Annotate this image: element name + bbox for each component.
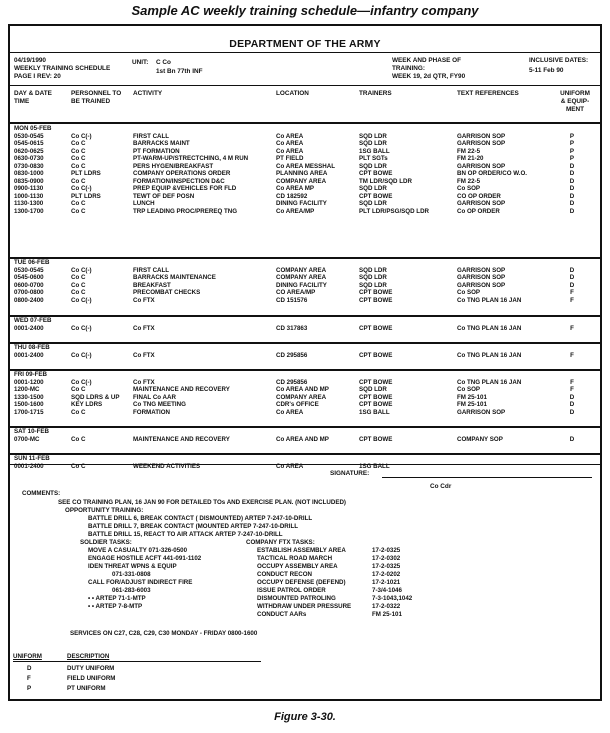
schedule-row bbox=[10, 394, 600, 402]
schedule-row bbox=[10, 386, 600, 394]
time-cell: 1000-1130 bbox=[14, 192, 44, 200]
legend-code: F bbox=[27, 675, 31, 682]
reference-cell: FM 22-5 bbox=[457, 147, 481, 155]
page-rev: PAGE I REV: 20 bbox=[14, 73, 61, 80]
schedule-row bbox=[10, 289, 600, 297]
legend-description: DUTY UNIFORM bbox=[67, 665, 115, 672]
reference-cell: GARRISON SOP bbox=[457, 200, 506, 207]
location-cell: COMPANY AREA bbox=[276, 274, 327, 281]
legend-uniform-header: UNIFORM bbox=[13, 653, 42, 660]
col-uniform-2: & EQUIP- bbox=[560, 98, 590, 105]
time-cell: 0830-1000 bbox=[14, 170, 44, 177]
company-task-code: 7-3-1043,1042 bbox=[372, 595, 413, 602]
day-block bbox=[10, 455, 600, 470]
schedule-row bbox=[10, 155, 600, 163]
trainers-cell: 1SG BALL bbox=[359, 462, 390, 470]
location-cell: CO AREA/MP bbox=[276, 289, 316, 296]
col-uniform-3: MENT bbox=[565, 106, 585, 113]
schedule-row bbox=[10, 208, 600, 216]
personnel-cell: Co C bbox=[71, 162, 86, 170]
company-task-name: DISMOUNTED PATROLING bbox=[257, 595, 336, 602]
location-cell: DINING FACILITY bbox=[276, 281, 327, 289]
col-activity: ACTIVITY bbox=[133, 90, 163, 97]
activity-cell: FORMATION/INSPECTION D&C bbox=[133, 177, 225, 185]
reference-cell: CO OP ORDER bbox=[457, 192, 501, 200]
activity-cell: Co FTX bbox=[133, 378, 155, 386]
location-cell: Co AREA AND MP bbox=[276, 386, 329, 393]
location-cell: Co AREA bbox=[276, 462, 304, 470]
time-cell: 1330-1500 bbox=[14, 393, 44, 401]
time-cell: 0835-0900 bbox=[14, 177, 44, 185]
activity-cell: TEWT OF DEF POSN bbox=[133, 192, 195, 200]
uniform-cell: F bbox=[570, 351, 574, 359]
location-cell: Co AREA bbox=[276, 132, 304, 140]
company-task-code: 17-2-0202 bbox=[372, 571, 401, 578]
activity-cell: FORMATION bbox=[133, 408, 171, 416]
company-task-code: 17-2-0322 bbox=[372, 603, 401, 610]
time-cell: 0001-1200 bbox=[14, 378, 44, 386]
uniform-cell: D bbox=[569, 170, 575, 177]
signature-label: SIGNATURE: bbox=[330, 470, 370, 477]
legend-description: FIELD UNIFORM bbox=[67, 675, 116, 682]
comments-label: COMMENTS: bbox=[22, 490, 61, 497]
trainers-cell: 1SG BALL bbox=[359, 408, 390, 416]
time-cell: 0545-0615 bbox=[14, 140, 44, 147]
schedule-row bbox=[10, 170, 600, 178]
location-cell: CDR's OFFICE bbox=[276, 401, 319, 408]
schedule-row bbox=[10, 297, 600, 305]
activity-cell: MAINTENANCE AND RECOVERY bbox=[133, 386, 230, 393]
reference-cell: GARRISON SOP bbox=[457, 274, 506, 281]
drill-line: BATTLE DRILL 15, REACT TO AIR ATTACK ARTEP 7-247-10-DRILL bbox=[88, 531, 283, 538]
location-cell: Co AREA/MP bbox=[276, 207, 315, 215]
location-cell: Co AREA bbox=[276, 408, 304, 416]
personnel-cell: Co C bbox=[71, 177, 86, 185]
services-line: SERVICES ON C27, C28, C29, C30 MONDAY - FRIDAY 0800-1600 bbox=[70, 630, 258, 637]
time-cell: 0730-0830 bbox=[14, 162, 44, 170]
personnel-cell: Co C(-) bbox=[71, 378, 92, 386]
soldier-task: MOVE A CASUALTY 071-326-0500 bbox=[88, 547, 188, 554]
trainers-cell: CPT BOWE bbox=[359, 296, 393, 304]
uniform-cell: D bbox=[569, 200, 575, 207]
legend-description-header: DESCRIPTION bbox=[67, 653, 110, 660]
uniform-cell: F bbox=[570, 324, 574, 332]
col-uniform: UNIFORM bbox=[560, 90, 590, 97]
company-task-name: OCCUPY DEFENSE (DEFEND) bbox=[257, 579, 346, 586]
activity-cell: COMPANY OPERATIONS ORDER bbox=[133, 170, 231, 177]
activity-cell: PRECOMBAT CHECKS bbox=[133, 289, 201, 296]
schedule-row bbox=[10, 282, 600, 290]
reference-cell: GARRISON SOP bbox=[457, 140, 506, 147]
personnel-cell: Co C bbox=[71, 200, 86, 207]
reference-cell: Co SOP bbox=[457, 185, 481, 192]
trainers-cell: SQD LDR bbox=[359, 200, 387, 207]
company-task-code: 17-2-0325 bbox=[372, 563, 401, 570]
day-label: FRI 09-FEB bbox=[14, 371, 48, 378]
activity-cell: Co FTX bbox=[133, 324, 155, 332]
personnel-cell: Co C bbox=[71, 386, 86, 393]
reference-cell: Co TNG PLAN 16 JAN bbox=[457, 324, 522, 332]
company-task-name: CONDUCT RECON bbox=[257, 571, 312, 578]
personnel-cell: Co C bbox=[71, 462, 86, 470]
schedule-row bbox=[10, 401, 600, 409]
unit-value: C Co bbox=[156, 59, 171, 66]
schedule-row bbox=[10, 325, 600, 333]
soldier-tasks-label: SOLDIER TASKS: bbox=[80, 539, 132, 546]
uniform-cell: D bbox=[569, 401, 575, 408]
day-label: WED 07-FEB bbox=[14, 317, 52, 324]
trainers-cell: SQD LDR bbox=[359, 266, 387, 274]
time-cell: 0001-2400 bbox=[14, 324, 44, 332]
col-trainers: TRAINERS bbox=[359, 90, 392, 97]
day-label: MON 05-FEB bbox=[14, 125, 52, 132]
legend-description: PT UNIFORM bbox=[67, 685, 106, 692]
activity-cell: PT-WARM-UP/STRECTCHING, 4 M RUN bbox=[133, 155, 249, 162]
activity-cell: PT FORMATION bbox=[133, 147, 180, 155]
personnel-cell: Co C(-) bbox=[71, 132, 92, 140]
col-location: LOCATION bbox=[276, 90, 309, 97]
col-references: TEXT REFERENCES bbox=[457, 90, 519, 97]
location-cell: CD 317863 bbox=[276, 324, 308, 332]
personnel-cell: PLT LDRS bbox=[71, 170, 101, 177]
activity-cell: FINAL Co AAR bbox=[133, 393, 176, 401]
uniform-cell: P bbox=[569, 132, 575, 140]
schedule-row bbox=[10, 436, 600, 444]
legend-divider bbox=[13, 661, 261, 662]
soldier-task: • • ARTEP 71-1-MTP bbox=[88, 595, 146, 602]
trainers-cell: SQD LDR bbox=[359, 281, 387, 289]
uniform-cell: F bbox=[570, 378, 574, 386]
location-cell: COMPANY AREA bbox=[276, 266, 327, 274]
reference-cell: Co TNG PLAN 16 JAN bbox=[457, 351, 522, 359]
time-cell: 0620-0625 bbox=[14, 147, 44, 155]
activity-cell: Co FTX bbox=[133, 351, 155, 359]
personnel-cell: Co C bbox=[71, 289, 86, 296]
trainers-cell: SQD LDR bbox=[359, 386, 387, 393]
divider bbox=[10, 52, 600, 53]
activity-cell: BARRACKS MAINTENANCE bbox=[133, 274, 216, 281]
day-label: SUN 11-FEB bbox=[14, 455, 50, 462]
activity-cell: FIRST CALL bbox=[133, 132, 170, 140]
schedule-row bbox=[10, 267, 600, 275]
comments-line1: SEE CO TRAINING PLAN, 16 JAN 90 FOR DETAILED TOs AND EXERCISE PLAN. (NOT INCLUDED) bbox=[58, 499, 346, 506]
trainers-cell: TM LDR/SQD LDR bbox=[359, 177, 412, 185]
reference-cell: Co TNG PLAN 16 JAN bbox=[457, 296, 522, 304]
personnel-cell: Co C bbox=[71, 274, 86, 281]
divider bbox=[10, 464, 600, 465]
signature-title: Co Cdr bbox=[430, 483, 452, 490]
trainers-cell: SQD LDR bbox=[359, 185, 387, 192]
trainers-cell: CPT BOWE bbox=[359, 435, 393, 443]
uniform-cell: D bbox=[569, 435, 575, 443]
personnel-cell: PLT LDRS bbox=[71, 192, 101, 200]
reference-cell: GARRISON SOP bbox=[457, 132, 506, 140]
time-cell: 1130-1300 bbox=[14, 200, 44, 207]
company-task-code: FM 25-101 bbox=[372, 611, 402, 618]
location-cell: PLANNING AREA bbox=[276, 170, 328, 177]
reference-cell: Co SOP bbox=[457, 386, 481, 393]
reference-cell: FM 25-101 bbox=[457, 393, 487, 401]
trainers-cell: CPT BOWE bbox=[359, 351, 393, 359]
location-cell: Co AREA MP bbox=[276, 185, 315, 192]
personnel-cell: Co C(-) bbox=[71, 351, 92, 359]
company-task-code: 7-3/4-1046 bbox=[372, 587, 402, 594]
schedule-row bbox=[10, 274, 600, 282]
reference-cell: BN OP ORDER/CO W.O. bbox=[457, 170, 528, 177]
week-label-2: TRAINING: bbox=[392, 65, 426, 72]
location-cell: COMPANY AREA bbox=[276, 177, 327, 185]
soldier-task: • • ARTEP 7-8-MTP bbox=[88, 603, 143, 610]
company-task-name: CONDUCT AARs bbox=[257, 611, 307, 618]
uniform-cell: D bbox=[569, 162, 575, 170]
schedule-row bbox=[10, 178, 600, 186]
company-task-name: ESTABLISH ASSEMBLY AREA bbox=[257, 547, 346, 554]
personnel-cell: Co C bbox=[71, 408, 86, 416]
location-cell: Co AREA MESSHAL bbox=[276, 162, 336, 170]
time-cell: 0900-1130 bbox=[14, 185, 44, 192]
week-value: WEEK 19, 2d QTR, FY90 bbox=[392, 73, 466, 80]
personnel-cell: Co C bbox=[71, 435, 86, 443]
reference-cell: GARRISON SOP bbox=[457, 408, 506, 416]
location-cell: CD 151576 bbox=[276, 296, 308, 304]
personnel-cell: Co C(-) bbox=[71, 185, 92, 192]
day-label: SAT 10-FEB bbox=[14, 428, 49, 435]
activity-cell: LUNCH bbox=[133, 200, 155, 207]
inclusive-label: INCLUSIVE DATES: bbox=[529, 57, 589, 64]
trainers-cell: PLT LDR/PSG/SQD LDR bbox=[359, 207, 430, 215]
uniform-cell: D bbox=[569, 281, 575, 289]
schedule-row bbox=[10, 185, 600, 193]
reference-cell: Co OP ORDER bbox=[457, 207, 500, 215]
day-label: TUE 06-FEB bbox=[14, 259, 50, 266]
time-cell: 0600-0700 bbox=[14, 281, 44, 289]
personnel-cell: KEY LDRS bbox=[71, 401, 103, 408]
company-task-name: ISSUE PATROL ORDER bbox=[257, 587, 326, 594]
time-cell: 0001-2400 bbox=[14, 351, 44, 359]
reference-cell: GARRISON SOP bbox=[457, 266, 506, 274]
form-date: 04/19/1990 bbox=[14, 57, 46, 64]
time-cell: 0800-2400 bbox=[14, 296, 44, 304]
trainers-cell: CPT BOWE bbox=[359, 378, 393, 386]
company-task-name: WITHDRAW UNDER PRESSURE bbox=[257, 603, 352, 610]
week-label-1: WEEK AND PHASE OF bbox=[392, 57, 461, 64]
location-cell: CD 295856 bbox=[276, 378, 308, 386]
reference-cell: Co SOP bbox=[457, 289, 481, 296]
soldier-task: CALL FOR/ADJUST INDIRECT FIRE bbox=[88, 579, 193, 586]
activity-cell: PERS HYGEN/BREAKFAST bbox=[133, 162, 214, 170]
time-cell: 0700-0800 bbox=[14, 289, 44, 296]
location-cell: CD 182592 bbox=[276, 192, 308, 200]
time-cell: 0001-2400 bbox=[14, 462, 44, 470]
figure-top-caption: Sample AC weekly training schedule—infantry company bbox=[131, 3, 479, 18]
uniform-cell: F bbox=[570, 289, 574, 296]
uniform-cell: P bbox=[569, 147, 575, 155]
location-cell: Co AREA bbox=[276, 140, 304, 147]
time-cell: 0545-0600 bbox=[14, 274, 44, 281]
reference-cell: FM 22-5 bbox=[457, 177, 481, 185]
trainers-cell: SQD LDR bbox=[359, 140, 387, 147]
uniform-cell: F bbox=[570, 296, 574, 304]
drill-line: BATTLE DRILL 6, BREAK CONTACT ( DISMOUNTED) ARTEP 7-247-10-DRILL bbox=[88, 515, 313, 522]
col-personnel-2: BE TRAINED bbox=[71, 98, 111, 105]
personnel-cell: SQD LDRS & UP bbox=[71, 393, 120, 401]
company-task-name: OCCUPY ASSEMBLY AREA bbox=[257, 563, 338, 570]
divider bbox=[10, 85, 600, 86]
location-cell: Co AREA AND MP bbox=[276, 435, 329, 443]
col-time: TIME bbox=[14, 98, 30, 105]
trainers-cell: SQD LDR bbox=[359, 162, 387, 170]
legend-code: P bbox=[27, 685, 32, 692]
trainers-cell: CPT BOWE bbox=[359, 324, 393, 332]
col-day-date: DAY & DATE bbox=[14, 90, 52, 97]
day-block bbox=[10, 428, 600, 443]
location-cell: DINING FACILITY bbox=[276, 200, 327, 207]
company-tasks-label: COMPANY FTX TASKS: bbox=[246, 539, 315, 546]
company-task-name: TACTICAL ROAD MARCH bbox=[257, 555, 333, 562]
time-cell: 0530-0545 bbox=[14, 132, 44, 140]
location-cell: PT FIELD bbox=[276, 155, 304, 162]
schedule-row bbox=[10, 148, 600, 156]
company-task-code: 17-2-0302 bbox=[372, 555, 401, 562]
day-block bbox=[10, 317, 600, 332]
day-block bbox=[10, 344, 600, 359]
location-cell: Co AREA bbox=[276, 147, 304, 155]
trainers-cell: SQD LDR bbox=[359, 274, 387, 281]
activity-cell: PREP EQUIP &VEHICLES FOR FLD bbox=[133, 185, 237, 192]
schedule-row bbox=[10, 200, 600, 208]
reference-cell: GARRISON SOP bbox=[457, 281, 506, 289]
activity-cell: TRP LEADING PROC/PREREQ TNG bbox=[133, 207, 238, 215]
soldier-task: 061-283-6003 bbox=[112, 587, 151, 594]
divider bbox=[10, 122, 600, 124]
uniform-cell: D bbox=[569, 177, 575, 185]
time-cell: 1300-1700 bbox=[14, 207, 44, 215]
uniform-cell: P bbox=[569, 140, 575, 147]
personnel-cell: Co C(-) bbox=[71, 324, 92, 332]
time-cell: 1200-MC bbox=[14, 386, 40, 393]
schedule-row bbox=[10, 379, 600, 387]
reference-cell: FM 21-20 bbox=[457, 155, 484, 162]
trainers-cell: SQD LDR bbox=[359, 132, 387, 140]
personnel-cell: Co C bbox=[71, 147, 86, 155]
activity-cell: FIRST CALL bbox=[133, 266, 170, 274]
activity-cell: WEEKEND ACTIVITIES bbox=[133, 462, 201, 470]
uniform-cell: D bbox=[569, 274, 575, 281]
day-label: THU 08-FEB bbox=[14, 344, 50, 351]
inclusive-value: 5-11 Feb 90 bbox=[529, 67, 564, 74]
personnel-cell: Co C bbox=[71, 281, 86, 289]
trainers-cell: CPT BOWE bbox=[359, 401, 393, 408]
trainers-cell: 1SG BALL bbox=[359, 147, 390, 155]
schedule-row bbox=[10, 163, 600, 171]
trainers-cell: PLT SGTs bbox=[359, 155, 388, 162]
schedule-title: WEEKLY TRAINING SCHEDULE bbox=[14, 65, 111, 72]
reference-cell: COMPANY SOP bbox=[457, 435, 503, 443]
soldier-task: 071-331-0808 bbox=[112, 571, 151, 578]
reference-cell: Co TNG PLAN 16 JAN bbox=[457, 378, 522, 386]
trainers-cell: CPT BOWE bbox=[359, 393, 393, 401]
time-cell: 0630-0730 bbox=[14, 155, 44, 162]
personnel-cell: Co C bbox=[71, 140, 86, 147]
time-cell: 0530-0545 bbox=[14, 266, 44, 274]
signature-line bbox=[382, 477, 592, 478]
time-cell: 1700-1715 bbox=[14, 408, 44, 416]
schedule-row bbox=[10, 409, 600, 417]
schedule-row bbox=[10, 352, 600, 360]
day-block bbox=[10, 371, 600, 416]
activity-cell: Co TNG MEETING bbox=[133, 401, 186, 408]
time-cell: 1500-1600 bbox=[14, 401, 44, 408]
soldier-task: ENGAGE HOSTILE ACFT 441-091-1102 bbox=[88, 555, 202, 562]
activity-cell: Co FTX bbox=[133, 296, 155, 304]
opportunity-label: OPPORTUNITY TRAINING: bbox=[65, 507, 144, 514]
uniform-cell: D bbox=[569, 266, 575, 274]
company-task-code: 17-2-1021 bbox=[372, 579, 401, 586]
uniform-cell: D bbox=[569, 185, 575, 192]
unit-sub: 1st Bn 77th INF bbox=[156, 68, 203, 75]
trainers-cell: CPT BOWE bbox=[359, 192, 393, 200]
company-task-code: 17-2-0325 bbox=[372, 547, 401, 554]
personnel-cell: Co C(-) bbox=[71, 266, 92, 274]
location-cell: COMPANY AREA bbox=[276, 393, 327, 401]
personnel-cell: Co C bbox=[71, 155, 86, 162]
uniform-cell: P bbox=[569, 155, 575, 162]
legend-code: D bbox=[27, 665, 32, 672]
time-cell: 0700-MC bbox=[14, 435, 40, 443]
department-title: DEPARTMENT OF THE ARMY bbox=[229, 38, 381, 50]
day-block bbox=[10, 125, 600, 215]
trainers-cell: CPT BOWE bbox=[359, 170, 393, 177]
reference-cell: GARRISON SOP bbox=[457, 162, 506, 170]
unit-label: UNIT: bbox=[132, 59, 149, 66]
reference-cell: FM 25-101 bbox=[457, 401, 487, 408]
day-block bbox=[10, 259, 600, 304]
uniform-cell: D bbox=[569, 192, 575, 200]
training-schedule-form bbox=[8, 24, 602, 701]
uniform-cell: D bbox=[569, 408, 575, 416]
personnel-cell: Co C(-) bbox=[71, 296, 92, 304]
schedule-row bbox=[10, 140, 600, 148]
activity-cell: BARRACKS MAINT bbox=[133, 140, 190, 147]
location-cell: CD 295856 bbox=[276, 351, 308, 359]
soldier-task: IDEN THREAT WPNS & EQUIP bbox=[88, 563, 177, 570]
uniform-cell: D bbox=[569, 393, 575, 401]
figure-caption: Figure 3-30. bbox=[274, 711, 336, 723]
trainers-cell: CPT BOWE bbox=[359, 289, 393, 296]
activity-cell: BREAKFAST bbox=[133, 281, 171, 289]
uniform-cell: D bbox=[569, 207, 575, 215]
uniform-cell: F bbox=[570, 386, 574, 393]
drill-line: BATTLE DRILL 7, BREAK CONTACT (MOUNTED ARTEP 7-247-10-DRILL bbox=[88, 523, 299, 530]
schedule-row bbox=[10, 133, 600, 141]
personnel-cell: Co C bbox=[71, 207, 86, 215]
activity-cell: MAINTENANCE AND RECOVERY bbox=[133, 435, 230, 443]
col-personnel: PERSONNEL TO bbox=[71, 90, 122, 97]
schedule-row bbox=[10, 193, 600, 201]
